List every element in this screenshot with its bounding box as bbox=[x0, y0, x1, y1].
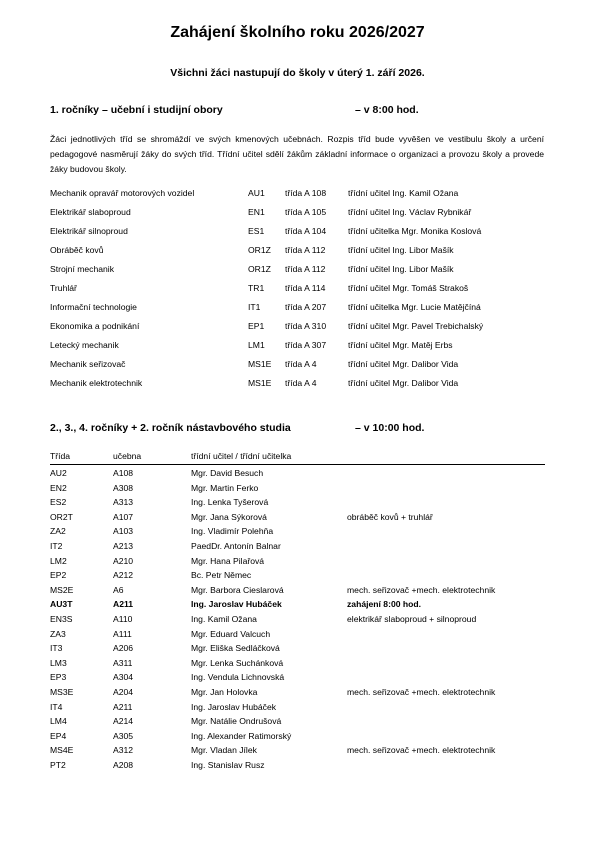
ucitel-cell: Ing. Stanislav Rusz bbox=[191, 759, 265, 770]
note-cell: mech. seřizovač +mech. elektrotechnik bbox=[347, 686, 496, 697]
trida-cell: IT4 bbox=[50, 701, 63, 712]
trida-cell: EP2 bbox=[50, 570, 67, 581]
ucitel-cell: třídní učitel Ing. Václav Rybnikář bbox=[348, 207, 472, 217]
section1-paragraph: Žáci jednotlivých tříd se shromáždí ve svých kmenových učebnách. Rozpis tříd bude vyvěšen ve vestibulu školy a určení pedagogové nasměrují žáky do svých tříd. Třídní učitel sdělí žákům základní informace o organizaci a provozu školy a provede žáky budovou školy. bbox=[50, 134, 544, 174]
trida-cell: EN2 bbox=[50, 482, 67, 493]
ucebna-cell: A107 bbox=[113, 511, 134, 522]
kod-cell: EN1 bbox=[248, 207, 265, 217]
trida-cell: třída A 310 bbox=[285, 321, 327, 331]
table-row bbox=[50, 731, 550, 746]
table-row bbox=[50, 283, 550, 302]
table-row bbox=[50, 556, 550, 571]
ucebna-cell: A305 bbox=[113, 730, 134, 741]
table-row bbox=[50, 702, 550, 717]
obor-cell: Strojní mechanik bbox=[50, 264, 115, 274]
kod-cell: LM1 bbox=[248, 340, 265, 350]
obor-cell: Obráběč kovů bbox=[50, 245, 104, 255]
ucitel-cell: Mgr. Natálie Ondrušová bbox=[191, 716, 282, 727]
section1-time: – v 8:00 hod. bbox=[355, 104, 419, 116]
trida-cell: LM2 bbox=[50, 555, 67, 566]
trida-cell: IT2 bbox=[50, 540, 63, 551]
table-row bbox=[50, 483, 550, 498]
ucitel-cell: Mgr. Eliška Sedláčková bbox=[191, 643, 280, 654]
ucitel-cell: Ing. Alexander Ratimorský bbox=[191, 730, 292, 741]
obor-cell: Ekonomika a podnikání bbox=[50, 321, 140, 331]
table-row bbox=[50, 672, 550, 687]
ucebna-cell: A211 bbox=[113, 701, 133, 712]
ucitel-cell: třídní učitel Mgr. Pavel Trebichalský bbox=[348, 321, 484, 331]
trida-cell: třída A 207 bbox=[285, 302, 327, 312]
kod-cell: OR1Z bbox=[248, 245, 271, 255]
ucitel-cell: Mgr. David Besuch bbox=[191, 468, 264, 478]
obor-cell: Mechanik seřizovač bbox=[50, 359, 126, 369]
table-row bbox=[50, 359, 550, 378]
table-row bbox=[50, 264, 550, 283]
table-row bbox=[50, 340, 550, 359]
trida-cell: PT2 bbox=[50, 759, 66, 770]
ucitel-cell: Ing. Jaroslav Hubáček bbox=[191, 701, 277, 712]
ucitel-cell: Ing. Kamil Ožana bbox=[191, 613, 257, 624]
note-cell: elektrikář slaboproud + silnoproud bbox=[347, 613, 477, 624]
header-ucebna: učebna bbox=[113, 451, 142, 461]
obor-cell: Elektrikář silnoproud bbox=[50, 226, 128, 236]
ucebna-cell: A304 bbox=[113, 672, 134, 683]
ucitel-cell: Ing. Lenka Tyšerová bbox=[191, 497, 269, 508]
ucebna-cell: A311 bbox=[113, 657, 133, 668]
kod-cell: OR1Z bbox=[248, 264, 271, 274]
header-trida: Třída bbox=[50, 451, 71, 461]
table-row bbox=[50, 643, 550, 658]
table-row bbox=[50, 614, 550, 629]
table-row bbox=[50, 188, 550, 207]
trida-cell: ZA2 bbox=[50, 526, 66, 537]
ucitel-cell: Mgr. Barbora Cieslarová bbox=[191, 584, 284, 595]
ucebna-cell: A6 bbox=[113, 584, 124, 595]
table-row bbox=[50, 585, 550, 600]
ucitel-cell: PaedDr. Antonín Balnar bbox=[191, 540, 281, 551]
ucitel-cell: Mgr. Jan Holovka bbox=[191, 686, 258, 697]
ucitel-cell: třídní učitel Mgr. Matěj Erbs bbox=[348, 340, 453, 350]
classes-table-header bbox=[50, 451, 545, 465]
trida-cell: AU2 bbox=[50, 468, 67, 478]
table-row bbox=[50, 570, 550, 585]
ucitel-cell: Ing. Vendula Lichnovská bbox=[191, 672, 285, 683]
table-row bbox=[50, 302, 550, 321]
trida-cell: třída A 112 bbox=[285, 264, 326, 274]
trida-cell: AU3T bbox=[50, 599, 73, 610]
table-row bbox=[50, 468, 550, 483]
obor-cell: Mechanik elektrotechnik bbox=[50, 378, 143, 388]
trida-cell: ES2 bbox=[50, 497, 67, 508]
ucebna-cell: A313 bbox=[113, 497, 134, 508]
table-row bbox=[50, 541, 550, 556]
kod-cell: AU1 bbox=[248, 188, 265, 198]
ucitel-cell: Mgr. Jana Sýkorová bbox=[191, 511, 267, 522]
obor-cell: Letecký mechanik bbox=[50, 340, 119, 350]
ucebna-cell: A312 bbox=[113, 745, 134, 756]
table-row bbox=[50, 745, 550, 760]
table-row bbox=[50, 658, 550, 673]
table-row bbox=[50, 497, 550, 512]
note-cell: zahájení 8:00 hod. bbox=[347, 599, 422, 610]
table-row bbox=[50, 245, 550, 264]
section2-heading bbox=[50, 422, 425, 434]
ucitel-cell: třídní učitelka Mgr. Monika Koslová bbox=[348, 226, 482, 236]
ucitel-cell: třídní učitel Mgr. Dalibor Vida bbox=[348, 359, 459, 369]
ucebna-cell: A103 bbox=[113, 526, 134, 537]
trida-cell: třída A 112 bbox=[285, 245, 326, 255]
ucitel-cell: Bc. Petr Němec bbox=[191, 570, 252, 581]
page-title: Zahájení školního roku 2026/2027 bbox=[170, 24, 425, 41]
trida-cell: třída A 4 bbox=[285, 378, 317, 388]
table-row bbox=[50, 716, 550, 731]
trida-cell: MS3E bbox=[50, 686, 74, 697]
ucitel-cell: třídní učitel Mgr. Dalibor Vida bbox=[348, 378, 459, 388]
header-ucitel: třídní učitel / třídní učitelka bbox=[191, 451, 292, 461]
table-row bbox=[50, 226, 550, 245]
ucebna-cell: A214 bbox=[113, 716, 134, 727]
ucebna-cell: A210 bbox=[113, 555, 134, 566]
table-row bbox=[50, 599, 550, 614]
obor-cell: Truhlář bbox=[50, 283, 77, 293]
ucebna-cell: A108 bbox=[113, 468, 134, 478]
ucitel-cell: třídní učitel Ing. Libor Mašík bbox=[348, 264, 454, 274]
trida-cell: třída A 307 bbox=[285, 340, 327, 350]
kod-cell: IT1 bbox=[248, 302, 261, 312]
trida-cell: třída A 108 bbox=[285, 188, 327, 198]
kod-cell: MS1E bbox=[248, 378, 272, 388]
trida-cell: EN3S bbox=[50, 613, 73, 624]
section2-time: – v 10:00 hod. bbox=[355, 422, 425, 434]
ucitel-cell: třídní učitel Ing. Libor Mašík bbox=[348, 245, 454, 255]
ucebna-cell: A111 bbox=[113, 628, 132, 639]
trida-cell: LM4 bbox=[50, 716, 67, 727]
trida-cell: třída A 114 bbox=[285, 283, 326, 293]
kod-cell: ES1 bbox=[248, 226, 265, 236]
trida-cell: ZA3 bbox=[50, 628, 66, 639]
note-cell: mech. seřizovač +mech. elektrotechnik bbox=[347, 584, 496, 595]
ucitel-cell: Ing. Jaroslav Hubáček bbox=[191, 599, 282, 610]
ucebna-cell: A204 bbox=[113, 686, 134, 697]
section1-heading bbox=[50, 104, 419, 116]
ucebna-cell: A308 bbox=[113, 482, 134, 493]
ucebna-cell: A208 bbox=[113, 759, 134, 770]
classes-table bbox=[50, 468, 550, 774]
table-row bbox=[50, 378, 550, 397]
table-row bbox=[50, 760, 550, 775]
trida-cell: MS4E bbox=[50, 745, 74, 756]
ucebna-cell: A211 bbox=[113, 599, 134, 610]
obor-cell: Elektrikář slaboproud bbox=[50, 207, 131, 217]
first-year-table bbox=[50, 188, 550, 397]
ucitel-cell: třídní učitel Ing. Kamil Ožana bbox=[348, 188, 459, 198]
ucebna-cell: A212 bbox=[113, 570, 134, 581]
table-row bbox=[50, 629, 550, 644]
trida-cell: OR2T bbox=[50, 511, 73, 522]
ucitel-cell: Mgr. Martin Ferko bbox=[191, 482, 259, 493]
table-row bbox=[50, 512, 550, 527]
trida-cell: EP4 bbox=[50, 730, 67, 741]
ucebna-cell: A110 bbox=[113, 613, 133, 624]
table-row bbox=[50, 687, 550, 702]
ucitel-cell: Mgr. Vladan Jílek bbox=[191, 745, 257, 756]
obor-cell: Informační technologie bbox=[50, 302, 137, 312]
kod-cell: MS1E bbox=[248, 359, 272, 369]
kod-cell: EP1 bbox=[248, 321, 265, 331]
section2-title: 2., 3., 4. ročníky + 2. ročník nástavbového studia bbox=[50, 422, 291, 434]
table-row bbox=[50, 321, 550, 340]
trida-cell: MS2E bbox=[50, 584, 74, 595]
trida-cell: třída A 105 bbox=[285, 207, 327, 217]
ucitel-cell: třídní učitel Mgr. Tomáš Strakoš bbox=[348, 283, 469, 293]
ucitel-cell: Mgr. Eduard Valcuch bbox=[191, 628, 271, 639]
trida-cell: třída A 4 bbox=[285, 359, 317, 369]
ucitel-cell: Mgr. Lenka Suchánková bbox=[191, 657, 284, 668]
note-cell: obráběč kovů + truhlář bbox=[347, 511, 433, 522]
page-subtitle: Všichni žáci nastupují do školy v úterý 1. září 2026. bbox=[170, 67, 425, 79]
ucebna-cell: A206 bbox=[113, 643, 134, 654]
section1-title: 1. ročníky – učební i studijní obory bbox=[50, 104, 223, 116]
trida-cell: EP3 bbox=[50, 672, 67, 683]
ucitel-cell: Ing. Vladimír Polehňa bbox=[191, 526, 274, 537]
ucitel-cell: Mgr. Hana Pilařová bbox=[191, 555, 265, 566]
ucitel-cell: třídní učitelka Mgr. Lucie Matějčíná bbox=[348, 302, 481, 312]
note-cell: mech. seřizovač +mech. elektrotechnik bbox=[347, 745, 496, 756]
trida-cell: IT3 bbox=[50, 643, 63, 654]
table-row bbox=[50, 207, 550, 226]
obor-cell: Mechanik opravář motorových vozidel bbox=[50, 188, 195, 198]
kod-cell: TR1 bbox=[248, 283, 265, 293]
trida-cell: LM3 bbox=[50, 657, 67, 668]
table-row bbox=[50, 526, 550, 541]
ucebna-cell: A213 bbox=[113, 540, 134, 551]
trida-cell: třída A 104 bbox=[285, 226, 327, 236]
